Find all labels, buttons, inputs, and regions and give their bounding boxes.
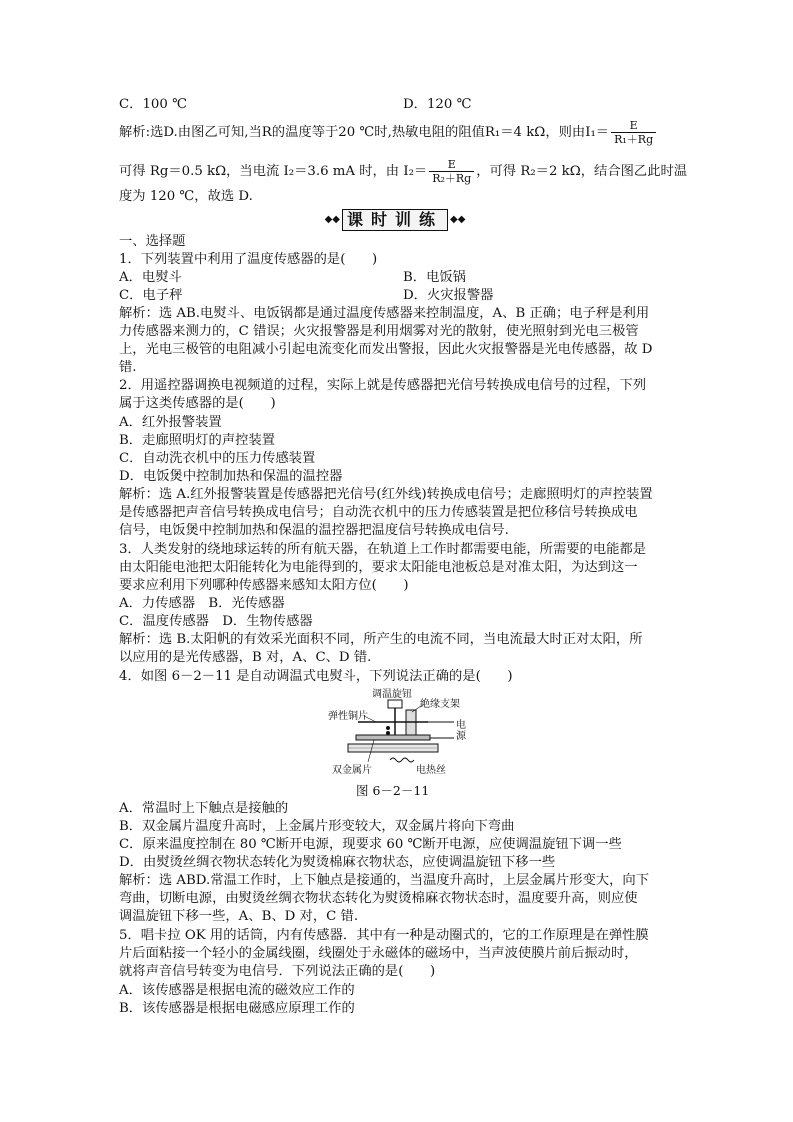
q2-option-d: D．电饭煲中控制加热和保温的温控器 xyxy=(119,469,343,484)
q4-explanation-line3: 调温旋钮下移一些，A、B、D 对，C 错. xyxy=(119,909,359,924)
lower-contact xyxy=(386,731,390,735)
q4-option-d: D．由熨烫丝绸衣物状态转化为熨烫棉麻衣物状态，应使调温旋钮下移一些 xyxy=(119,855,556,870)
prev-explanation-text: 解析:选D.由图乙可知,当R的温度等于20 ℃时,热敏电阻的阻值R₁＝4 kΩ，则由I₁＝ xyxy=(119,125,610,140)
q3-explanation-line2: 以应用的是光传感器，B 对，A、C、D 错. xyxy=(119,650,372,665)
q4-option-c: C．原来温度控制在 80 ℃断开电源，现要求 60 ℃断开电源，应使调温旋钮下调一些 xyxy=(119,837,622,852)
q5-option-b: B．该传感器是根据电磁感应原理工作的 xyxy=(119,1001,355,1016)
iron-diagram xyxy=(328,690,468,784)
q4-stem: 4．如图 6－2－11 是自动调温式电熨斗，下列说法正确的是( ) xyxy=(119,669,513,684)
q5-stem-line2: 片后面粘接一个轻小的金属线圈，线圈处于永磁体的磁场中，当声波使膜片前后振动时， xyxy=(119,946,638,961)
q2-explanation-line2: 是传感器把声音信号转换成电信号；自动洗衣机中的压力传感装置是把位移信号转换成电 xyxy=(119,505,638,520)
q5-option-a: A．该传感器是根据电流的磁效应工作的 xyxy=(119,983,355,998)
section-banner xyxy=(300,208,490,232)
q3-stem-line2: 由太阳能电池把太阳能转化为电能得到的，要求太阳能电池板总是对准太阳，为达到这一 xyxy=(119,560,638,575)
heater-wire xyxy=(390,758,414,762)
q2-option-c: C．自动洗衣机中的压力传感装置 xyxy=(119,451,316,466)
fraction-e-over-r1-rg xyxy=(611,119,656,146)
q1-explanation-line1: 解析：选 AB.电熨斗、电饭锅都是通过温度传感器来控制温度，A、B 正确；电子秤是利用 xyxy=(119,306,650,321)
q4-option-a: A．常温时上下触点是接触的 xyxy=(119,801,289,816)
q3-stem-line3: 要求应利用下列哪种传感器来感知太阳方位( ) xyxy=(119,578,409,593)
q2-stem-line2: 属于这类传感器的是( ) xyxy=(119,396,276,411)
prev-explanation-text: 可得 Rg＝0.5 kΩ，当电流 I₂＝3.6 mA 时，由 I₂＝ xyxy=(119,164,428,179)
prev-option-d: D．120 ℃ xyxy=(403,97,472,112)
prev-explanation-line3: 度为 120 ℃，故选 D. xyxy=(119,189,253,204)
label-insulating-support: 绝缘支架 xyxy=(420,699,460,710)
q3-stem-line1: 3．人类发射的绕地球运转的所有航天器，在轨道上工作时都需要电能，所需要的电能都是 xyxy=(119,542,647,557)
q5-stem-line1: 5．唱卡拉 OK 用的话筒，内有传感器．其中有一种是动圈式的，它的工作原理是在弹性膜 xyxy=(119,928,649,943)
fraction-numerator: E xyxy=(629,119,638,132)
q1-explanation-line4: 错. xyxy=(119,360,137,375)
q1-explanation-line2: 力传感器来测力的，C 错误；火灾报警器是利用烟雾对光的散射，使光照射到光电三极管 xyxy=(119,324,639,339)
label-bimetal: 双金属片 xyxy=(332,765,372,776)
q4-option-b: B．双金属片温度升高时，上金属片形变较大，双金属片将向下弯曲 xyxy=(119,819,515,834)
q2-explanation-line3: 信号，电饭煲中控制加热和保温的温控器把温度信号转换成电信号. xyxy=(119,523,509,538)
q1-stem: 1．下列装置中利用了温度传感器的是( ) xyxy=(119,252,378,267)
q2-option-a: A．红外报警装置 xyxy=(119,415,222,430)
figure-caption: 图 6－2－11 xyxy=(356,783,430,798)
q3-options-cd: C．温度传感器 D．生物传感器 xyxy=(119,614,313,629)
banner-title: 课时训练 xyxy=(342,209,448,231)
q1-explanation-line3: 上，光电三极管的电阻减小引起电流变化而发出警报，因此火灾报警器是光电传感器，故 D xyxy=(119,342,653,357)
fraction-denominator: R₂＋Rg xyxy=(429,171,474,185)
q1-option-c: C．电子秤 xyxy=(119,288,183,303)
label-power: 电源 xyxy=(456,720,466,742)
q4-explanation-line2: 弯曲，切断电源，由熨烫丝绸衣物状态转化为熨烫棉麻衣物状态时，温度要升高，则应使 xyxy=(119,891,638,906)
q2-stem-line1: 2．用遥控器调换电视频道的过程，实际上就是传感器把光信号转换成电信号的过程，下列 xyxy=(119,378,647,393)
section-heading: 一、选择题 xyxy=(119,234,186,249)
bimetal-strip xyxy=(356,735,430,740)
q2-explanation-line1: 解析：选 A.红外报警装置是传感器把光信号(红外线)转换成电信号；走廊照明灯的声控装置 xyxy=(119,487,653,502)
label-spring-copper: 弹性铜片 xyxy=(328,711,368,722)
fraction-numerator: E xyxy=(447,158,456,171)
insulating-support-shape xyxy=(406,710,416,736)
prev-option-c: C．100 ℃ xyxy=(119,97,187,112)
prev-explanation-text: ，可得 R₂＝2 kΩ，结合图乙此时温 xyxy=(476,164,688,179)
q3-options-ab: A．力传感器 B．光传感器 xyxy=(119,596,285,611)
q2-option-b: B．走廊照明灯的声控装置 xyxy=(119,433,276,448)
q4-explanation-line1: 解析：选 ABD.常温工作时，上下触点是接通的，当温度升高时，上层金属片形变大，向下 xyxy=(119,873,649,888)
q1-option-d: D．火灾报警器 xyxy=(403,288,494,303)
diamond-ornament-left: ◆◆ xyxy=(324,214,340,225)
q3-explanation-line1: 解析：选 B.太阳帆的有效采光面积不同，所产生的电流不同，当电流最大时正对太阳，所 xyxy=(119,632,643,647)
diamond-ornament-right: ◆◆ xyxy=(450,214,466,225)
fraction-denominator: R₁＋Rg xyxy=(611,132,656,146)
prev-explanation-line2 xyxy=(119,158,687,185)
q5-stem-line3: 就将声音信号转变为电信号．下列说法正确的是( ) xyxy=(119,964,436,979)
q1-option-a: A．电熨斗 xyxy=(119,270,182,285)
q1-option-b: B．电饭锅 xyxy=(403,270,466,285)
label-knob: 调温旋钮 xyxy=(372,689,412,700)
prev-explanation-line1 xyxy=(119,119,658,146)
label-heater: 电热丝 xyxy=(416,765,446,776)
upper-contact xyxy=(386,726,390,730)
fraction-e-over-r2-rg xyxy=(429,158,474,185)
